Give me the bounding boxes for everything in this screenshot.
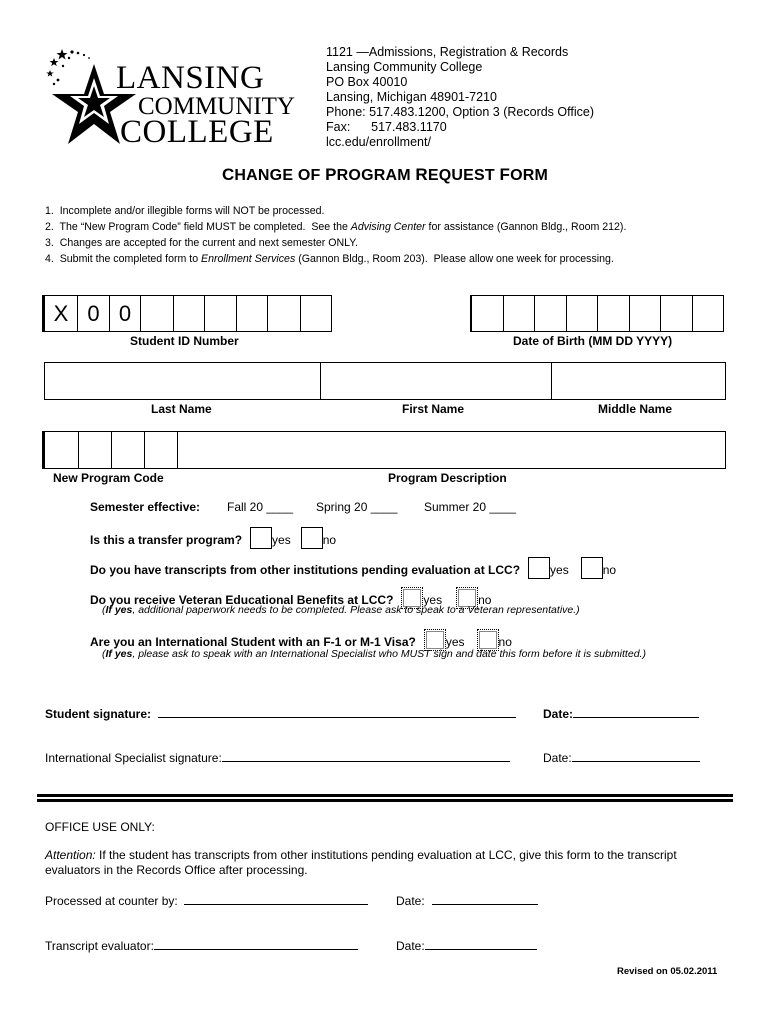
student-id-digit[interactable]: 0 [110,296,141,331]
intl-date-label: Date: [543,751,572,765]
student-date-label: Date: [543,707,574,721]
processed-date-line[interactable] [432,893,538,905]
no-label: no [498,635,512,650]
processed-row [45,893,368,908]
section-divider [37,794,733,802]
semester-spring[interactable]: Spring 20 ____ [316,500,398,514]
address-block [326,45,594,150]
program-description-input[interactable] [177,431,726,469]
form-title: CHANGE OF PROGRAM REQUEST FORM [221,165,549,184]
instruction-item: 1. Incomplete and/or illegible forms will NOT be processed. [45,205,325,217]
program-code-char[interactable] [145,432,177,468]
dob-digit[interactable] [472,296,504,331]
office-use-heading: OFFICE USE ONLY: [45,820,155,834]
international-question-text: Are you an International Student with an F-1 or M-1 Visa? [90,635,416,650]
address-line: Lansing, Michigan 48901-7210 [326,90,497,104]
intl-date-row [543,750,700,765]
veteran-question-text: Do you receive Veteran Educational Benefits at LCC? [90,593,394,608]
middle-name-label: Middle Name [598,402,673,416]
dob-digit[interactable] [535,296,567,331]
dob-digit[interactable] [630,296,661,331]
logo-line-3: COLLEGE [120,114,274,150]
transfer-no-checkbox[interactable] [301,527,323,549]
lcc-logo [44,44,306,152]
address-line: Fax: 517.483.1170 [326,120,447,134]
instruction-item: 2. The “New Program Code” field MUST be completed. See the Advising Center for assistance (Gannon Bldg., Room 212). [45,221,627,233]
address-line: lcc.edu/enrollment/ [326,135,431,149]
processed-label: Processed at counter by: [45,894,178,908]
student-id-digit[interactable] [174,296,205,331]
student-date-line[interactable] [573,706,699,718]
evaluator-date-line[interactable] [425,938,537,950]
logo-line-2: COMMUNITY [138,93,295,120]
dob-label: Date of Birth (MM DD YYYY) [513,334,673,348]
no-label: no [478,593,492,608]
dob-digit[interactable] [567,296,598,331]
first-name-label: First Name [402,402,465,416]
dob-boxes [470,295,724,332]
program-code-char[interactable] [45,432,79,468]
dob-digit[interactable] [693,296,723,331]
student-id-boxes [42,295,332,332]
address-line: 1121 —Admissions, Registration & Records [326,45,569,59]
student-id-label: Student ID Number [130,334,239,348]
yes-label: yes [272,533,291,548]
transcripts-question-text: Do you have transcripts from other institutions pending evaluation at LCC? [90,563,521,578]
transcripts-question [90,560,616,582]
revised-date: Revised on 05.02.2011 [617,966,718,977]
dob-digit[interactable] [504,296,535,331]
student-signature-line[interactable] [158,706,516,718]
evaluator-label: Transcript evaluator: [45,939,154,953]
yes-label: yes [423,593,443,608]
intl-signature-row [45,750,510,765]
no-label: no [322,533,337,548]
address-line: Phone: 517.483.1200, Option 3 (Records Office) [326,105,594,119]
transcripts-no-checkbox[interactable] [581,557,603,579]
program-description-label: Program Description [388,471,507,485]
intl-date-line[interactable] [572,750,700,762]
veteran-note: (If yes, additional paperwork needs to be completed. Please ask to speak to a Veteran representative.) [102,604,580,616]
semester-label: Semester effective: [90,500,201,514]
logo-line-1: LANSING [116,60,265,96]
transfer-question [90,530,336,552]
last-name-input[interactable] [45,363,319,399]
yes-label: yes [445,635,465,650]
instructions-list [45,203,626,267]
student-id-digit[interactable]: X [45,296,78,331]
evaluator-row [45,938,358,953]
intl-signature-label: International Specialist signature: [45,751,222,765]
yes-label: yes [550,563,569,578]
office-attention: Attention: If the student has transcripts from other institutions pending evaluation at LCC, give this form to the transcript evaluators in the Records Office after processing. [45,848,677,877]
instruction-item: 4. Submit the completed form to Enrollment Services (Gannon Bldg., Room 203). Please allow one week for processing. [45,253,614,265]
international-note: (If yes, please ask to speak with an International Specialist who MUST sign and date this form before it is submitted.) [102,648,646,660]
student-id-digit[interactable]: 0 [78,296,110,331]
dob-digit[interactable] [598,296,630,331]
student-id-digit[interactable] [268,296,301,331]
middle-name-input[interactable] [552,363,724,399]
no-label: no [602,563,617,578]
program-code-label: New Program Code [53,471,164,485]
first-name-input[interactable] [321,363,550,399]
program-code-char[interactable] [79,432,112,468]
semester-fall[interactable]: Fall 20 ____ [227,500,294,514]
student-id-digit[interactable] [205,296,237,331]
student-date-row [543,706,699,721]
address-line: Lansing Community College [326,60,483,74]
processed-date-row [396,893,538,908]
program-code-boxes [42,431,178,469]
last-name-label: Last Name [151,402,212,416]
instruction-item: 3. Changes are accepted for the current and next semester ONLY. [45,237,358,249]
student-signature-row [45,706,516,721]
evaluator-line[interactable] [154,938,358,950]
processed-line[interactable] [184,893,368,905]
dob-digit[interactable] [661,296,693,331]
evaluator-date-label: Date: [396,939,425,953]
transcripts-yes-checkbox[interactable] [528,557,550,579]
student-id-digit[interactable] [301,296,331,331]
processed-date-label: Date: [396,894,425,908]
student-signature-label: Student signature: [45,707,152,721]
student-id-digit[interactable] [237,296,268,331]
program-code-char[interactable] [112,432,145,468]
student-id-digit[interactable] [141,296,174,331]
address-line: PO Box 40010 [326,75,408,89]
evaluator-date-row [396,938,537,953]
intl-signature-line[interactable] [222,750,510,762]
transfer-question-text: Is this a transfer program? [90,533,243,548]
transfer-yes-checkbox[interactable] [250,527,272,549]
semester-summer[interactable]: Summer 20 ____ [424,500,517,514]
